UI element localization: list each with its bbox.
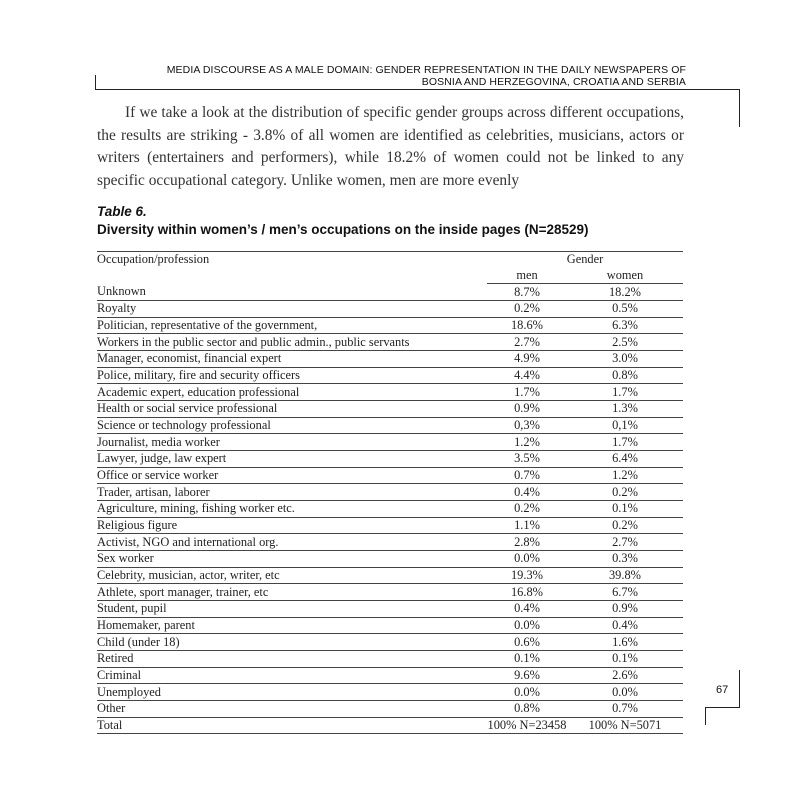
column-header-men: men: [487, 268, 567, 284]
cell-occupation: Religious figure: [97, 517, 487, 534]
cell-men: 4.4%: [487, 367, 567, 384]
cell-occupation: Police, military, fire and security officers: [97, 367, 487, 384]
cell-men: 2.7%: [487, 334, 567, 351]
cell-women: 0.1%: [567, 501, 683, 518]
cell-men: 0.7%: [487, 467, 567, 484]
cell-occupation: Journalist, media worker: [97, 434, 487, 451]
cell-women: 2.6%: [567, 667, 683, 684]
table-row: [97, 634, 683, 651]
column-header-occupation: Occupation/profession: [97, 252, 487, 268]
table-row: [97, 484, 683, 501]
table-row: [97, 401, 683, 418]
table-row: [97, 684, 683, 701]
footer-rule-right: [739, 670, 740, 708]
table-row: [97, 467, 683, 484]
header-rule-right: [739, 89, 740, 127]
running-header-line2: BOSNIA AND HERZEGOVINA, CROATIA AND SERBIA: [421, 76, 686, 88]
cell-occupation: Agriculture, mining, fishing worker etc.: [97, 501, 487, 518]
table-row: [97, 301, 683, 318]
page-number: 67: [716, 684, 729, 696]
table-label: Table 6.: [97, 204, 147, 219]
cell-women: 3.0%: [567, 351, 683, 368]
running-header: [96, 64, 686, 88]
cell-occupation: Criminal: [97, 667, 487, 684]
cell-men: 0.1%: [487, 651, 567, 668]
table-row: [97, 317, 683, 334]
table-row: [97, 667, 683, 684]
column-header-women: women: [567, 268, 683, 284]
cell-occupation: Athlete, sport manager, trainer, etc: [97, 584, 487, 601]
table-row: [97, 351, 683, 368]
cell-men: 1.7%: [487, 384, 567, 401]
cell-men: 0.2%: [487, 501, 567, 518]
cell-women: 1.2%: [567, 467, 683, 484]
table-row: [97, 501, 683, 518]
cell-men: 1.2%: [487, 434, 567, 451]
cell-men: 0.0%: [487, 551, 567, 568]
cell-men: 19.3%: [487, 567, 567, 584]
cell-occupation: Unknown: [97, 284, 487, 301]
table-row: [97, 717, 683, 734]
cell-men: 0.9%: [487, 401, 567, 418]
cell-men: 100% N=23458: [487, 718, 567, 733]
cell-men: 3.5%: [487, 451, 567, 468]
cell-occupation: Academic expert, education professional: [97, 384, 487, 401]
table-row: [97, 584, 683, 601]
cell-women: 0.8%: [567, 367, 683, 384]
cell-women: 2.5%: [567, 334, 683, 351]
cell-men: 18.6%: [487, 317, 567, 334]
cell-women: 1.7%: [567, 434, 683, 451]
cell-women: 0.1%: [567, 651, 683, 668]
cell-women: 0,1%: [567, 417, 683, 434]
table-row: [97, 284, 683, 301]
cell-men: 2.8%: [487, 534, 567, 551]
table-row: [97, 417, 683, 434]
cell-men: 0.8%: [487, 701, 567, 718]
cell-women: 6.3%: [567, 317, 683, 334]
table-row: [97, 567, 683, 584]
cell-men: 0.4%: [487, 484, 567, 501]
table-row: [97, 517, 683, 534]
subheader-blank: [97, 268, 487, 284]
cell-occupation: Other: [97, 701, 487, 718]
table-row: [97, 701, 683, 718]
cell-occupation: Royalty: [97, 301, 487, 318]
cell-women: 2.7%: [567, 534, 683, 551]
table-row: [97, 334, 683, 351]
cell-women: 0.9%: [567, 601, 683, 618]
cell-women: 0.2%: [567, 517, 683, 534]
cell-occupation: Office or service worker: [97, 467, 487, 484]
cell-men: 0.0%: [487, 617, 567, 634]
footer-rule-left: [705, 707, 706, 725]
table-caption: Diversity within women’s / men’s occupations on the inside pages (N=28529): [97, 222, 589, 237]
column-header-gender: Gender: [487, 252, 683, 268]
cell-men: 0.6%: [487, 634, 567, 651]
cell-occupation: Manager, economist, financial expert: [97, 351, 487, 368]
cell-men: 0,3%: [487, 417, 567, 434]
occupation-table: [97, 251, 683, 734]
table-row: [97, 601, 683, 618]
cell-men: 0.0%: [487, 684, 567, 701]
table-row: [97, 651, 683, 668]
body-paragraph: If we take a look at the distribution of specific gender groups across different occupations, the results are striking - 3.8% of all women are identified as celebrities, musicians, actors or writers (entertainers and performers), while 18.2% of women could not be linked to any specific occupational category. Unlike women, men are more evenly: [97, 104, 684, 189]
cell-occupation: Science or technology professional: [97, 417, 487, 434]
cell-women: 1.6%: [567, 634, 683, 651]
cell-men: 0.4%: [487, 601, 567, 618]
cell-occupation: Celebrity, musician, actor, writer, etc: [97, 567, 487, 584]
cell-occupation: Student, pupil: [97, 601, 487, 618]
cell-occupation: Sex worker: [97, 551, 487, 568]
table-row: [97, 384, 683, 401]
cell-occupation: Health or social service professional: [97, 401, 487, 418]
cell-women: 6.4%: [567, 451, 683, 468]
cell-occupation: Lawyer, judge, law expert: [97, 451, 487, 468]
cell-occupation: Total: [97, 717, 487, 734]
footer-rule-bottom: [705, 707, 740, 708]
cell-women: 6.7%: [567, 584, 683, 601]
cell-men: 4.9%: [487, 351, 567, 368]
table-row: [97, 617, 683, 634]
table-row: [97, 534, 683, 551]
cell-occupation: Trader, artisan, laborer: [97, 484, 487, 501]
cell-occupation: Retired: [97, 651, 487, 668]
cell-women: 1.7%: [567, 384, 683, 401]
cell-women: 0.0%: [567, 684, 683, 701]
cell-men: 0.2%: [487, 301, 567, 318]
table-row: [97, 551, 683, 568]
cell-women: 18.2%: [567, 284, 683, 301]
table-row: [97, 451, 683, 468]
cell-women: 0.7%: [567, 701, 683, 718]
cell-men: 9.6%: [487, 667, 567, 684]
cell-occupation: Activist, NGO and international org.: [97, 534, 487, 551]
cell-occupation: Workers in the public sector and public admin., public servants: [97, 334, 487, 351]
cell-occupation: Child (under 18): [97, 634, 487, 651]
cell-occupation: Politician, representative of the government,: [97, 317, 487, 334]
cell-occupation: Homemaker, parent: [97, 617, 487, 634]
cell-men: 1.1%: [487, 517, 567, 534]
cell-women: 0.4%: [567, 617, 683, 634]
cell-women: 1.3%: [567, 401, 683, 418]
header-rule-bottom: [95, 89, 740, 90]
cell-women: 0.5%: [567, 301, 683, 318]
cell-women: 100% N=5071: [567, 717, 683, 734]
table-row: [97, 434, 683, 451]
cell-men: 8.7%: [487, 284, 567, 301]
cell-occupation: Unemployed: [97, 684, 487, 701]
table-row: [97, 367, 683, 384]
cell-women: 0.2%: [567, 484, 683, 501]
cell-women: 39.8%: [567, 567, 683, 584]
table-subheader-row: [97, 268, 683, 284]
running-header-line1: MEDIA DISCOURSE AS A MALE DOMAIN: GENDER REPRESENTATION IN THE DAILY NEWSPAPERS OF: [166, 64, 686, 76]
cell-men: 16.8%: [487, 584, 567, 601]
cell-women: 0.3%: [567, 551, 683, 568]
table-header-row: [97, 252, 683, 268]
